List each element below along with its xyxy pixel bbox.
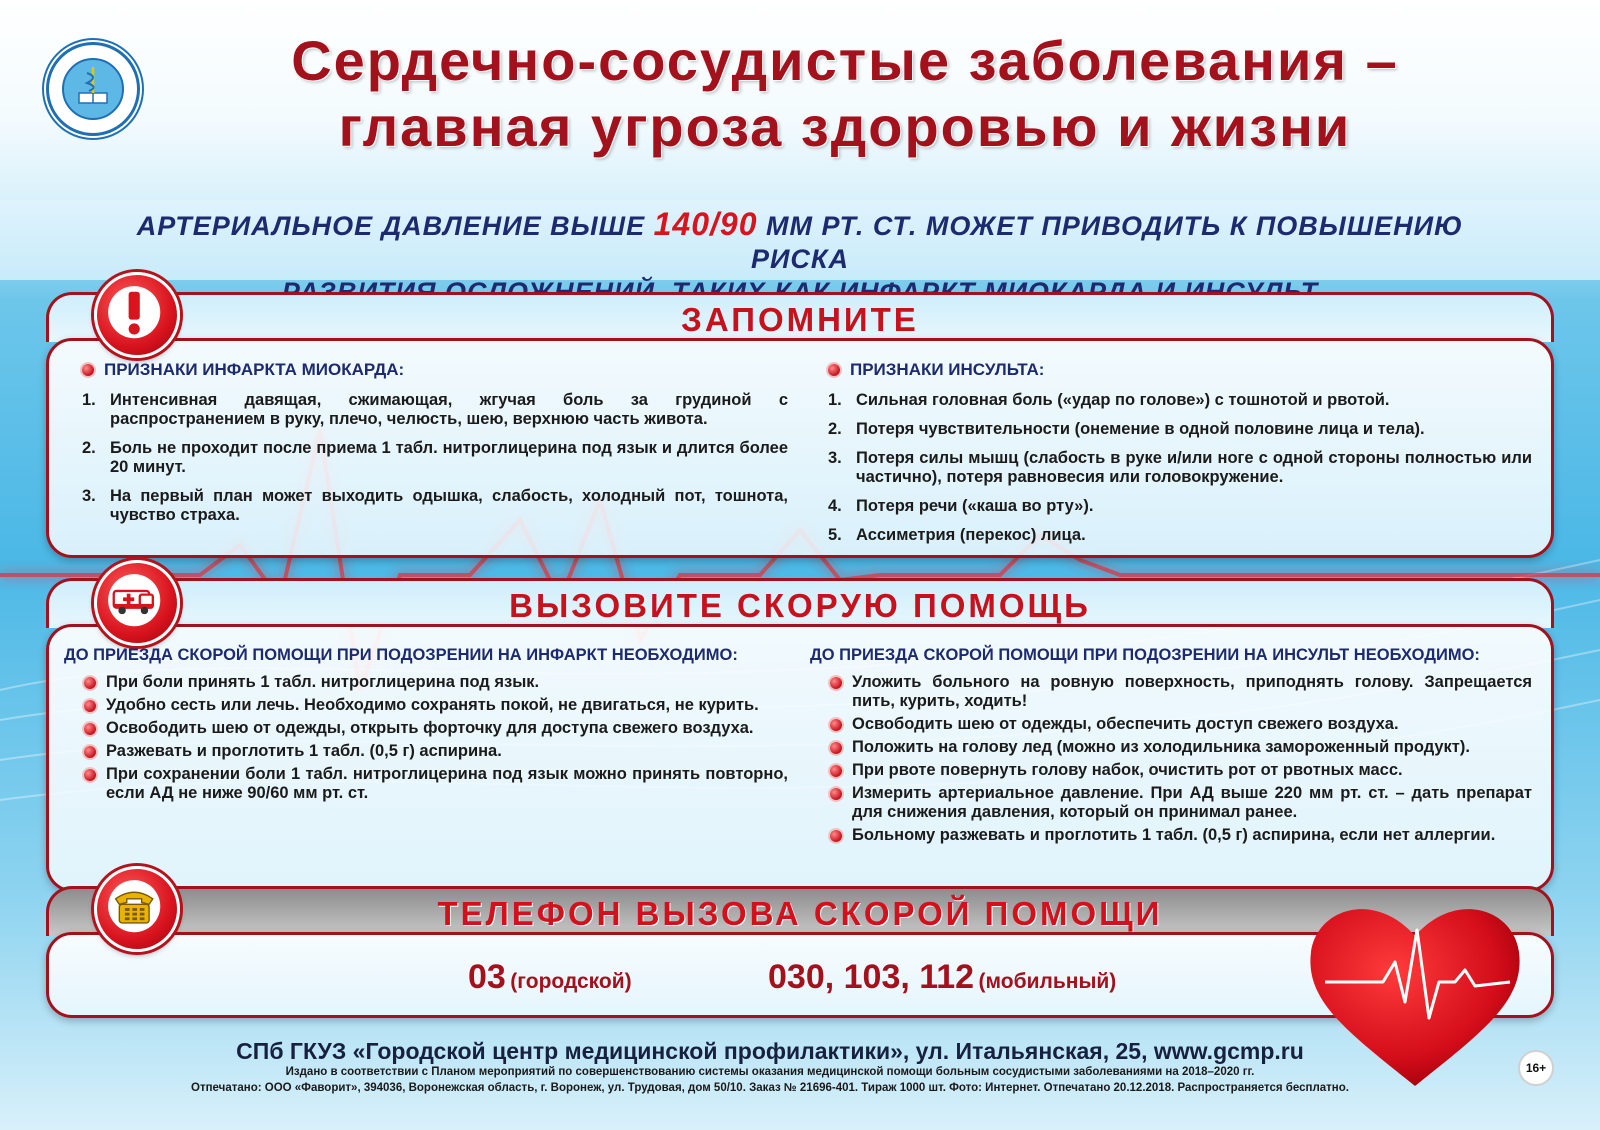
item-text: На первый план может выходить одышка, слабость, холодный пот, тошнота, чувство страха.: [110, 487, 788, 524]
page-title: [180, 28, 1510, 160]
bullet-icon: [830, 677, 842, 689]
infarct-signs-list: [82, 391, 788, 525]
infarct-signs-heading: ПРИЗНАКИ ИНФАРКТА МИОКАРДА:: [82, 360, 788, 379]
ambulance-badge: [94, 560, 180, 646]
logo-emblem-icon: [49, 45, 137, 133]
bullet-icon: [82, 364, 94, 376]
list-item: [82, 391, 788, 429]
mobile-phone-note: (мобильный): [978, 970, 1117, 993]
item-text: Освободить шею от одежды, открыть форточку для доступа свежего воздуха.: [106, 719, 754, 737]
bullet-icon: [84, 769, 96, 781]
footer-organization: СПб ГКУЗ «Городской центр медицинской профилактики», ул. Итальянская, 25, www.gcmp.ru: [236, 1038, 1304, 1064]
item-text: Больному разжевать и проглотить 1 табл. (0,5 г) аспирина, если нет аллергии.: [852, 826, 1496, 844]
bullet-icon: [830, 742, 842, 754]
list-item: [84, 673, 788, 692]
list-item: [828, 449, 1532, 487]
exclamation-icon: [97, 275, 177, 355]
item-text: Положить на голову лед (можно из холодильника замороженный продукт).: [852, 738, 1470, 756]
stroke-signs-heading: ПРИЗНАКИ ИНСУЛЬТА:: [828, 360, 1532, 379]
item-text: Сильная головная боль («удар по голове») с тошнотой и рвотой.: [856, 391, 1390, 409]
stroke-signs: [828, 360, 1532, 555]
infarct-signs: [82, 360, 788, 535]
bullet-icon: [830, 788, 842, 800]
item-number: 5.: [828, 526, 842, 544]
phone-badge: [94, 866, 180, 952]
city-phone-note: (городской): [510, 970, 632, 993]
stroke-signs-list: [828, 391, 1532, 545]
bullet-icon: [828, 364, 840, 376]
remember-badge: [94, 272, 180, 358]
item-text: Боль не проходит после приема 1 табл. нитроглицерина под язык и длится более 20 минут.: [110, 439, 788, 476]
item-text: Измерить артериальное давление. При АД выше 220 мм рт. ст. – дать препарат для снижения давления, который он принимал ранее.: [852, 784, 1532, 821]
pressure-value: 140/90: [653, 206, 758, 242]
telephone-icon: [97, 869, 177, 949]
bullet-icon: [84, 700, 96, 712]
ambulance-heading: ВЫЗОВИТЕ СКОРУЮ ПОМОЩЬ: [46, 578, 1554, 628]
item-text: Потеря речи («каша во рту»).: [856, 497, 1094, 515]
bullet-icon: [830, 719, 842, 731]
item-text: Освободить шею от одежды, обеспечить доступ свежего воздуха.: [852, 715, 1399, 733]
item-text: Потеря чувствительности (онемение в одной половине лица и тела).: [856, 420, 1425, 438]
list-item: [830, 738, 1532, 757]
list-item: [84, 742, 788, 761]
stroke-first-aid-heading: ДО ПРИЕЗДА СКОРОЙ ПОМОЩИ ПРИ ПОДОЗРЕНИИ НА ИНСУЛЬТ НЕОБХОДИМО:: [810, 646, 1480, 664]
bullet-icon: [84, 677, 96, 689]
item-text: Потеря силы мышц (слабость в руке и/или ноге с одной стороны полностью или частично), потеря равновесия или головокружение.: [856, 449, 1532, 486]
bullet-icon: [830, 765, 842, 777]
item-number: 2.: [828, 420, 842, 438]
ambulance-icon: [97, 563, 177, 643]
infarct-first-aid: [64, 646, 788, 807]
bullet-icon: [830, 830, 842, 842]
item-text: Разжевать и проглотить 1 табл. (0,5 г) аспирина.: [106, 742, 502, 760]
organization-logo: [46, 42, 140, 136]
list-item: [830, 761, 1532, 780]
list-item: [82, 439, 788, 477]
age-rating-badge: 16+: [1518, 1050, 1554, 1086]
footer-publication-note: Издано в соответствии с Планом мероприятий по совершенствованию системы оказания медицинской помощи больным сосудистыми заболеваниями на 2018–2020 гг.: [285, 1066, 1255, 1078]
item-number: 3.: [82, 487, 96, 505]
item-text: При боли принять 1 табл. нитроглицерина под язык.: [106, 673, 540, 691]
stroke-first-aid: [810, 646, 1532, 849]
city-phone: [468, 958, 632, 997]
list-item: [84, 719, 788, 738]
list-item: [830, 673, 1532, 711]
infarct-first-aid-list: [64, 673, 788, 803]
stroke-first-aid-list: [810, 673, 1532, 845]
item-number: 1.: [82, 391, 96, 409]
infarct-first-aid-heading: ДО ПРИЕЗДА СКОРОЙ ПОМОЩИ ПРИ ПОДОЗРЕНИИ НА ИНФАРКТ НЕОБХОДИМО:: [64, 646, 738, 664]
item-text: Ассиметрия (перекос) лица.: [856, 526, 1086, 544]
item-text: Уложить больного на ровную поверхность, приподнять голову. Запрещается пить, курить, ходить!: [852, 673, 1532, 710]
list-item: [828, 391, 1532, 410]
footer-print-note: Отпечатано: ООО «Фаворит», 394036, Воронежская область, г. Воронеж, ул. Трудовая, дом 50/10. Заказ № 21696-401. Тираж 1000 шт. Фото: Интернет. Отпечатано 20.12.2018. Распространяется бесплатно.: [191, 1082, 1349, 1094]
title-line-1: Сердечно-сосудистые заболевания –: [291, 29, 1399, 92]
mobile-phone: [768, 958, 1116, 997]
item-number: 2.: [82, 439, 96, 457]
item-text: При рвоте повернуть голову набок, очистить рот от рвотных масс.: [852, 761, 1403, 779]
list-item: [84, 696, 788, 715]
item-text: Интенсивная давящая, сжимающая, жгучая боль за грудиной с распространением в руку, плечо, челюсть, шею, верхнюю часть живота.: [110, 391, 788, 428]
list-item: [828, 526, 1532, 545]
phone-heading: ТЕЛЕФОН ВЫЗОВА СКОРОЙ ПОМОЩИ: [46, 886, 1554, 936]
list-item: [828, 420, 1532, 439]
mobile-phone-numbers: 030, 103, 112: [768, 958, 975, 996]
remember-heading: ЗАПОМНИТЕ: [46, 292, 1554, 342]
bullet-icon: [84, 723, 96, 735]
pressure-text-after: ММ РТ. СТ. МОЖЕТ ПРИВОДИТЬ К ПОВЫШЕНИЮ РИСКА: [750, 211, 1464, 274]
list-item: [82, 487, 788, 525]
item-text: При сохранении боли 1 табл. нитроглицерина под язык можно принять повторно, если АД не ниже 90/60 мм рт. ст.: [106, 765, 788, 802]
item-number: 3.: [828, 449, 842, 467]
list-item: [830, 715, 1532, 734]
list-item: [830, 826, 1532, 845]
item-number: 1.: [828, 391, 842, 409]
title-line-2: главная угроза здоровью и жизни: [338, 95, 1352, 158]
list-item: [84, 765, 788, 803]
bullet-icon: [84, 746, 96, 758]
item-number: 4.: [828, 497, 842, 515]
pressure-text-before: АРТЕРИАЛЬНОЕ ДАВЛЕНИЕ ВЫШЕ: [136, 211, 646, 241]
list-item: [828, 497, 1532, 516]
item-text: Удобно сесть или лечь. Необходимо сохранять покой, не двигаться, не курить.: [106, 696, 759, 714]
list-item: [830, 784, 1532, 822]
city-phone-number: 03: [468, 958, 506, 996]
